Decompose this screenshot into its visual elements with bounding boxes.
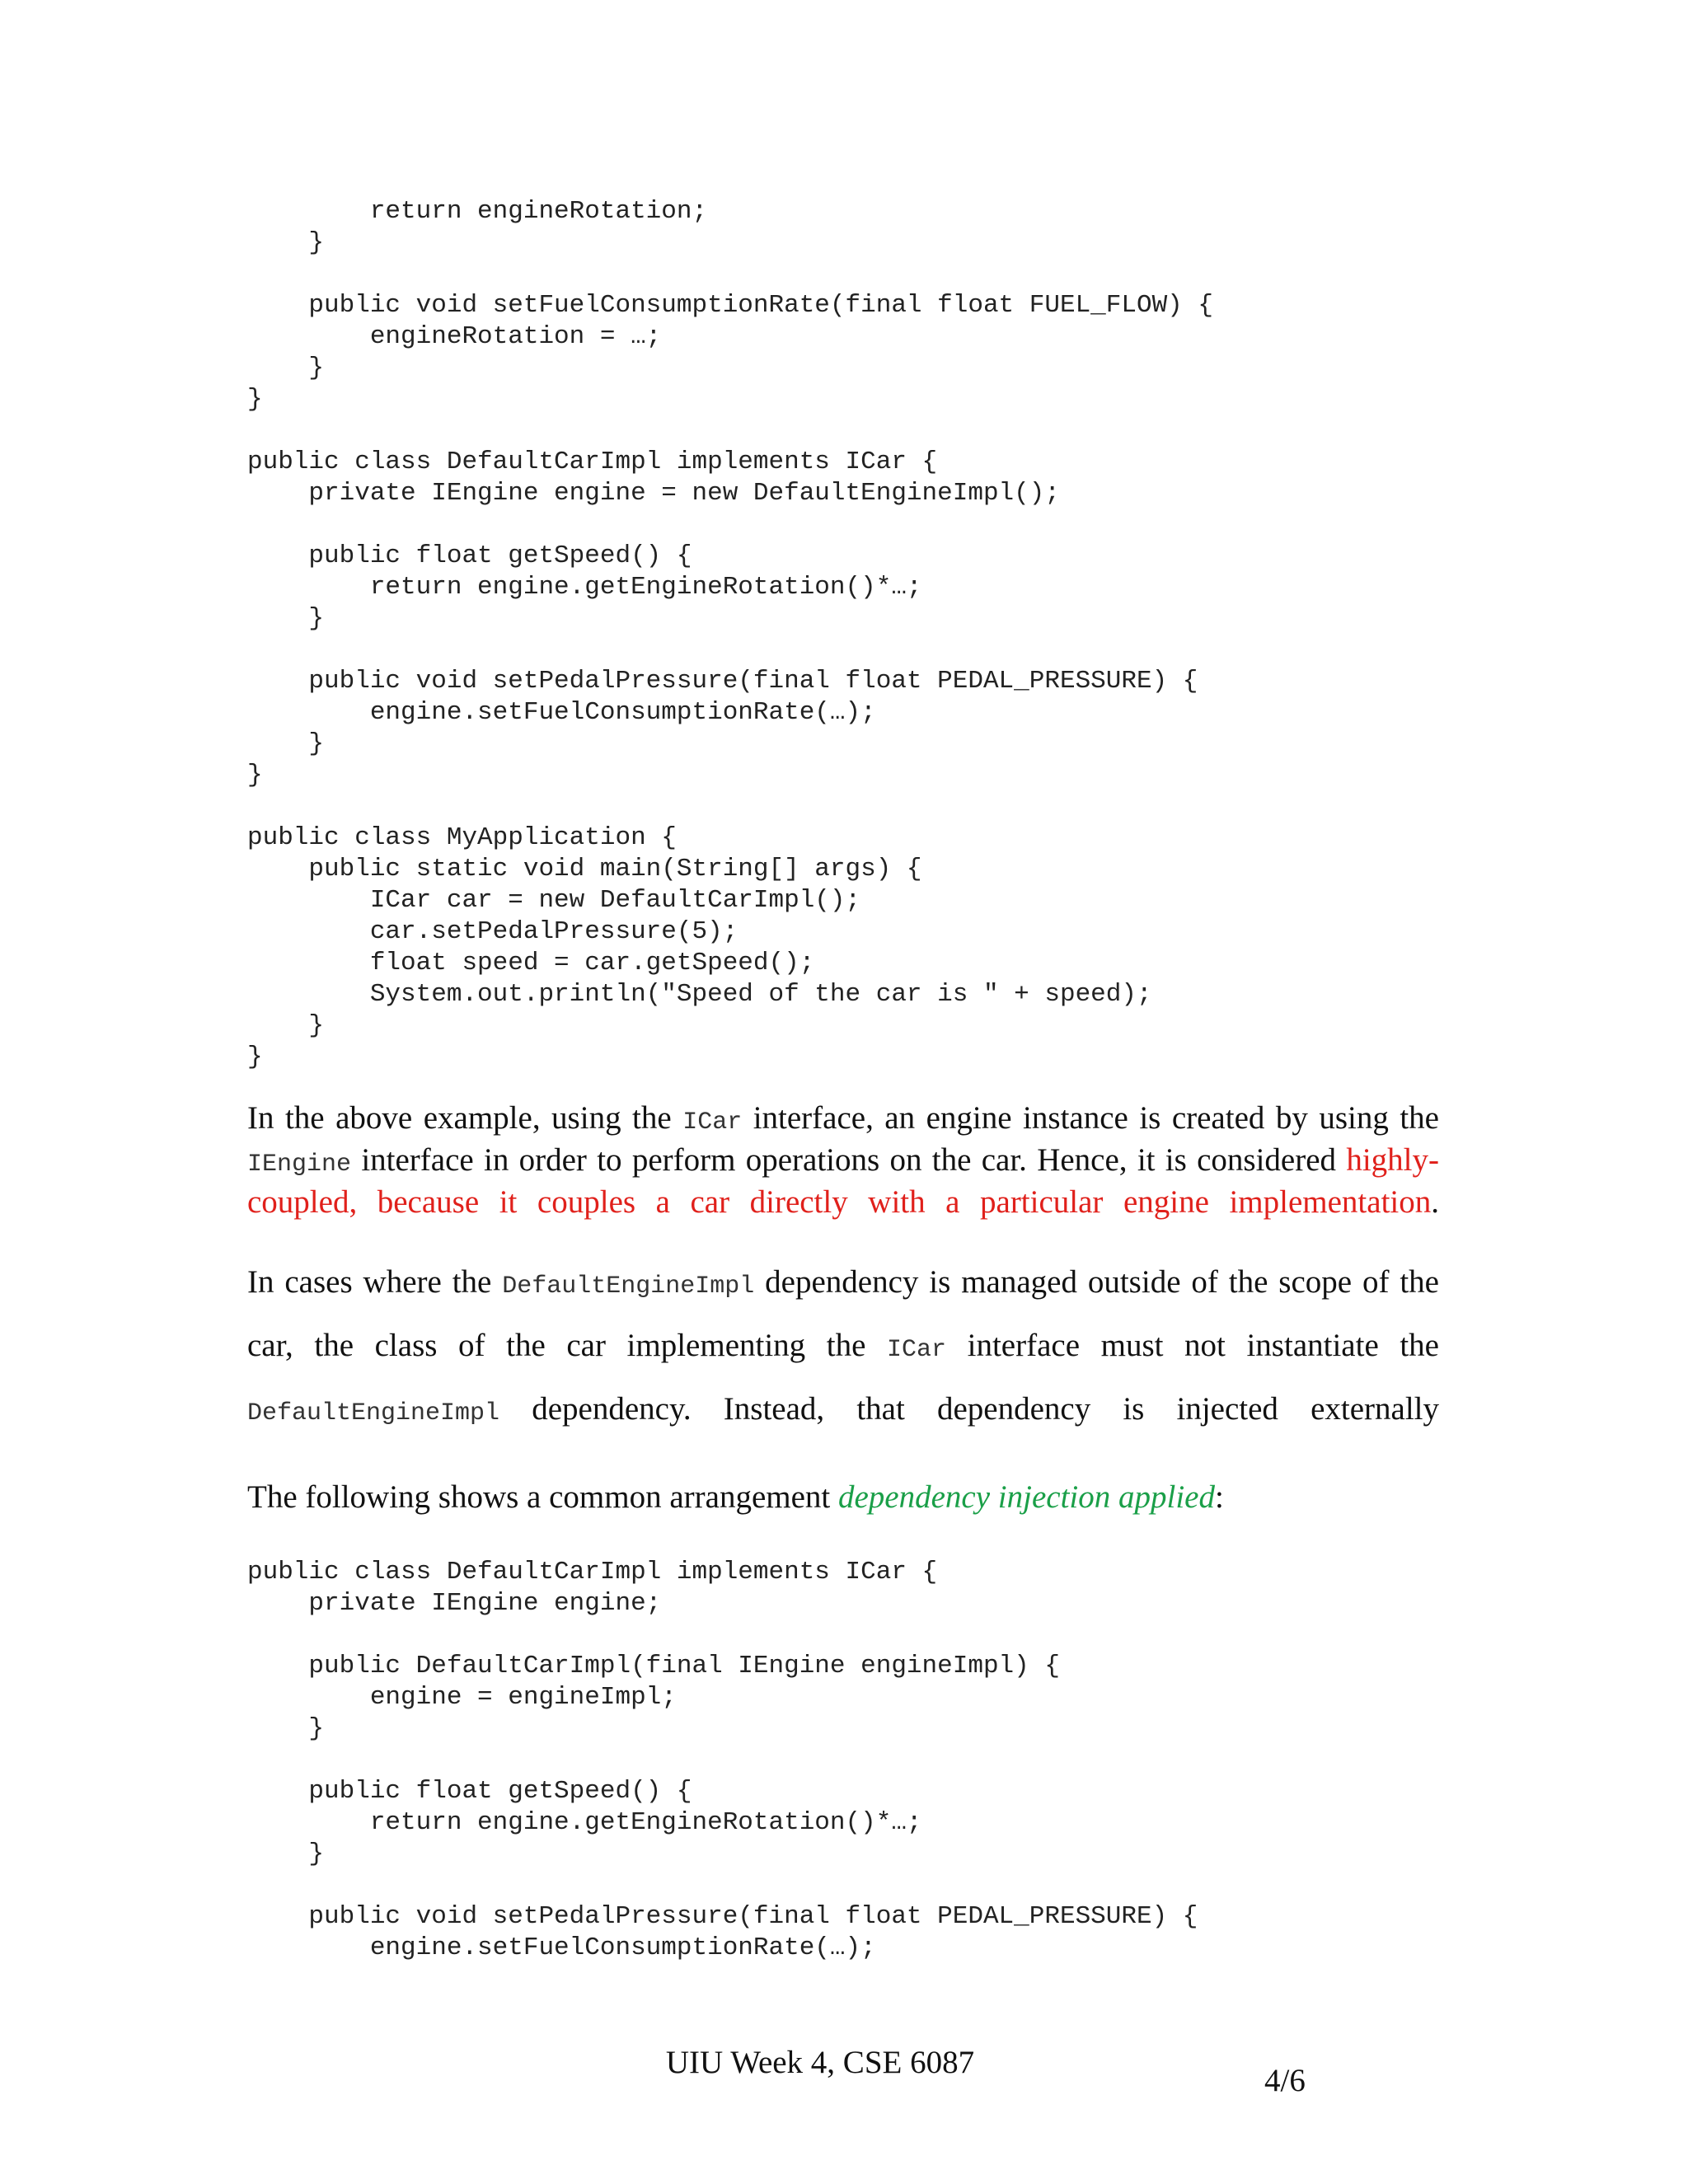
code-line: }: [247, 1714, 325, 1743]
code-line: engine = engineImpl;: [247, 1683, 677, 1712]
code-line: }: [247, 1043, 263, 1071]
code-line: [247, 791, 1213, 823]
code-line: car.setPedalPressure(5);: [247, 917, 738, 946]
paragraph-1-highlight: highly-coupled, because it couples a car directly with a particular engine implementation: [247, 1142, 1439, 1220]
page-number: 4/6: [1264, 2063, 1306, 2098]
paragraph-2-text-a: In cases where the: [247, 1264, 503, 1300]
paragraph-2-code-b: ICar: [887, 1336, 947, 1364]
code-line: return engine.getEngineRotation()*…;: [247, 573, 922, 602]
code-line: public class DefaultCarImpl implements ICar {: [247, 1558, 938, 1586]
code-line: engine.setFuelConsumptionRate(…);: [247, 698, 876, 727]
code-line: private IEngine engine;: [247, 1589, 662, 1618]
code-line: }: [247, 228, 325, 257]
code-line: engineRotation = …;: [247, 322, 662, 351]
code-line: public static void main(String[] args) {: [247, 855, 922, 883]
code-line: [247, 1745, 1198, 1776]
code-line: float speed = car.getSpeed();: [247, 949, 815, 977]
code-line: }: [247, 1840, 325, 1868]
paragraph-3-text-b: :: [1215, 1479, 1224, 1515]
code-line: public void setPedalPressure(final float PEDAL_PRESSURE) {: [247, 667, 1198, 696]
page-footer: UIU Week 4, CSE 6087: [665, 2045, 975, 2080]
paragraph-arrangement: [247, 1479, 1439, 1516]
code-line: [247, 415, 1213, 447]
code-line: }: [247, 761, 263, 790]
code-line: public class MyApplication {: [247, 823, 677, 852]
code-line: public void setFuelConsumptionRate(final float FUEL_FLOW) {: [247, 291, 1213, 320]
paragraph-2-text-b: dependency is managed outside of the scope of the car, the class of the car implementing the: [247, 1264, 1439, 1363]
paragraph-1-text-b: interface, an engine instance is created by using the: [742, 1100, 1439, 1136]
code-line: return engineRotation;: [247, 197, 708, 226]
code-line: }: [247, 1011, 325, 1040]
code-line: [247, 509, 1213, 541]
paragraph-coupling: [247, 1099, 1439, 1221]
code-line: return engine.getEngineRotation()*…;: [247, 1808, 922, 1837]
code-line: [247, 635, 1213, 666]
code-line: }: [247, 354, 325, 382]
code-line: [247, 1619, 1198, 1651]
paragraph-3-highlight: dependency injection applied: [838, 1479, 1215, 1515]
paragraph-2-text-d: dependency. Instead, that dependency is injected externally: [499, 1391, 1439, 1427]
code-line: private IEngine engine = new DefaultEngineImpl();: [247, 479, 1060, 508]
paragraph-3-text-a: The following shows a common arrangement: [247, 1479, 838, 1515]
code-line: public float getSpeed() {: [247, 1777, 692, 1806]
paragraph-1-text-d: .: [1431, 1184, 1439, 1220]
paragraph-2-text-c: interface must not instantiate the: [946, 1328, 1439, 1363]
code-line: public void setPedalPressure(final float PEDAL_PRESSURE) {: [247, 1902, 1198, 1931]
code-block-2: [247, 1557, 1198, 1964]
code-line: public class DefaultCarImpl implements ICar {: [247, 448, 938, 476]
code-line: }: [247, 385, 263, 414]
paragraph-1-text-c: interface in order to perform operations on the car. Hence, it is considered: [351, 1142, 1347, 1178]
code-block-1: [247, 196, 1213, 1073]
code-line: System.out.println("Speed of the car is " + speed);: [247, 980, 1152, 1009]
code-line: engine.setFuelConsumptionRate(…);: [247, 1933, 876, 1962]
code-line: }: [247, 604, 325, 633]
code-line: [247, 259, 1213, 290]
code-line: public DefaultCarImpl(final IEngine engineImpl) {: [247, 1652, 1060, 1680]
code-line: public float getSpeed() {: [247, 541, 692, 570]
code-line: }: [247, 729, 325, 758]
paragraph-1-code-b: IEngine: [247, 1151, 352, 1179]
code-line: [247, 1870, 1198, 1901]
code-line: ICar car = new DefaultCarImpl();: [247, 886, 861, 915]
paragraph-injection-explanation: [247, 1253, 1439, 1443]
paragraph-1-text-a: In the above example, using the: [247, 1100, 683, 1136]
paragraph-2-code-c: DefaultEngineImpl: [247, 1399, 500, 1427]
paragraph-2-code-a: DefaultEngineImpl: [502, 1272, 755, 1301]
paragraph-1-code-a: ICar: [682, 1108, 743, 1137]
